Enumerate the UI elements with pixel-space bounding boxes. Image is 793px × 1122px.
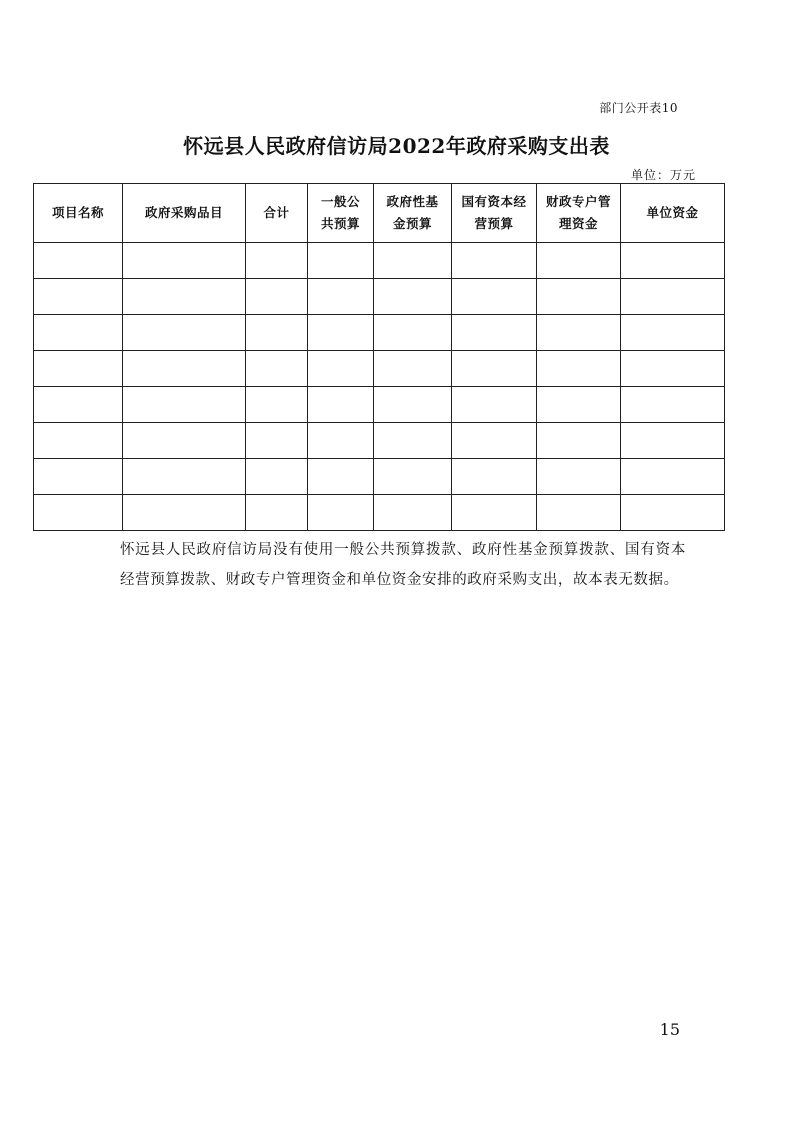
table-cell (374, 315, 452, 351)
table-cell (123, 459, 246, 495)
column-header-general-public-budget: 一般公 共预算 (308, 184, 374, 243)
table-cell (537, 279, 621, 315)
table-cell (537, 423, 621, 459)
table-row (34, 279, 725, 315)
table-cell (621, 387, 725, 423)
table-cell (123, 495, 246, 531)
table-cell (308, 387, 374, 423)
table-cell (34, 351, 123, 387)
table-cell (123, 351, 246, 387)
table-cell (246, 423, 308, 459)
table-cell (374, 459, 452, 495)
table-cell (452, 495, 537, 531)
table-cell (537, 315, 621, 351)
column-header-government-fund-budget: 政府性基 金预算 (374, 184, 452, 243)
column-header-state-capital-budget: 国有资本经 营预算 (452, 184, 537, 243)
table-row (34, 495, 725, 531)
table-header-row (34, 184, 725, 243)
table-cell (308, 459, 374, 495)
table-cell (452, 423, 537, 459)
table-cell (537, 351, 621, 387)
table-row (34, 315, 725, 351)
table-cell (621, 423, 725, 459)
unit-label: 单位：万元 (630, 168, 696, 182)
table-cell (452, 387, 537, 423)
table-cell (34, 315, 123, 351)
table-cell (537, 495, 621, 531)
table-cell (537, 459, 621, 495)
table-cell (246, 243, 308, 279)
table-body (34, 243, 725, 531)
table-cell (452, 315, 537, 351)
purchase-expenditure-table (33, 183, 725, 531)
table-cell (34, 423, 123, 459)
table-cell (374, 243, 452, 279)
table-cell (34, 495, 123, 531)
table-cell (246, 495, 308, 531)
table-cell (452, 243, 537, 279)
table-cell (452, 351, 537, 387)
table-cell (452, 279, 537, 315)
explanatory-note: 怀远县人民政府信访局没有使用一般公共预算拨款、政府性基金预算拨款、国有资本经营预算拨款、财政专户管理资金和单位资金安排的政府采购支出，故本表无数据。 (120, 542, 686, 588)
table-cell (123, 243, 246, 279)
table-cell (123, 315, 246, 351)
table-cell (537, 243, 621, 279)
table-cell (34, 387, 123, 423)
page-number: 15 (659, 1020, 680, 1039)
table-cell (123, 423, 246, 459)
column-header-fiscal-special-account: 财政专户管 理资金 (537, 184, 621, 243)
column-header-total: 合计 (246, 184, 308, 243)
table-cell (34, 243, 123, 279)
doc-table-label: 部门公开表10 (599, 101, 678, 115)
table-cell (374, 495, 452, 531)
table-cell (34, 279, 123, 315)
table-cell (374, 279, 452, 315)
table-cell (123, 387, 246, 423)
table-cell (246, 315, 308, 351)
table-row (34, 351, 725, 387)
table-cell (374, 351, 452, 387)
table-cell (246, 351, 308, 387)
table-cell (246, 459, 308, 495)
table-row (34, 423, 725, 459)
table-cell (537, 387, 621, 423)
table-cell (374, 387, 452, 423)
table-cell (308, 351, 374, 387)
column-header-procurement-item: 政府采购品目 (123, 184, 246, 243)
table-cell (621, 243, 725, 279)
table-cell (34, 459, 123, 495)
table-row (34, 243, 725, 279)
table-row (34, 459, 725, 495)
table-cell (308, 279, 374, 315)
column-header-project-name: 项目名称 (34, 184, 123, 243)
table-cell (246, 387, 308, 423)
table-row (34, 387, 725, 423)
table-cell (308, 243, 374, 279)
table-cell (308, 423, 374, 459)
table-cell (621, 495, 725, 531)
table-cell (123, 279, 246, 315)
table-cell (621, 315, 725, 351)
table-cell (621, 459, 725, 495)
table-cell (621, 279, 725, 315)
table-cell (452, 459, 537, 495)
table-cell (308, 495, 374, 531)
table-cell (246, 279, 308, 315)
table-cell (308, 315, 374, 351)
table-cell (374, 423, 452, 459)
page-title: 怀远县人民政府信访局2022年政府采购支出表 (183, 134, 610, 158)
table-cell (621, 351, 725, 387)
column-header-unit-funds: 单位资金 (621, 184, 725, 243)
